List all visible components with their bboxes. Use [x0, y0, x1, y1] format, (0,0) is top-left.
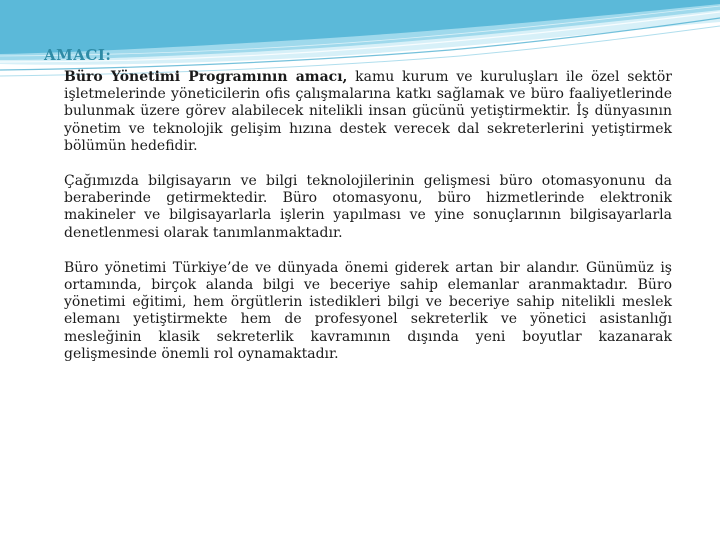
paragraph-purpose-text: kamu kurum ve kuruluşları ile özel sektör işletmelerinde yöneticilerin ofis çalışmalarına katkı sağlamak ve büro faaliyetlerinde bulunmak üzere görev alabilecek nitelikli insan gücünü yetiştirmektir. İş dünyasının yönetim ve teknolojik gelişim hızına destek verecek dal sekreterlerini yetiştirmek bölümün hedefidir. — [64, 69, 672, 154]
paragraph-purpose — [64, 69, 672, 155]
content-body — [64, 69, 672, 381]
section-heading: AMACI: — [44, 46, 112, 64]
paragraph-office-management: Büro yönetimi Türkiye’de ve dünyada önemi giderek artan bir alandır. Günümüz iş ortamında, birçok alanda bilgi ve beceriye sahip elemanlar aranmaktadır. Büro yönetimi eğitimi, hem örgütlerin istedikleri bilgi ve beceriye sahip nitelikli meslek elemanı yetiştirmekte hem de profesyonel sekreterlik ve yönetici asistanlığı mesleğinin klasik sekreterlik kavramının dışında yeni boyutlar kazanarak gelişmesinde önemli rol oynamaktadır. — [64, 259, 672, 362]
paragraph-office-automation: Çağımızda bilgisayarın ve bilgi teknolojilerinin gelişmesi büro otomasyonunu da beraberinde getirmektedir. Büro otomasyonu, büro hizmetlerinde elektronik makineler ve bilgisayarlarla işlerin yapılması ve yine sonuçlarının bilgisayarlarla denetlenmesi olarak tanımlanmaktadır. — [64, 173, 672, 241]
paragraph-purpose-lead: Büro Yönetimi Programının amacı, — [64, 69, 348, 85]
